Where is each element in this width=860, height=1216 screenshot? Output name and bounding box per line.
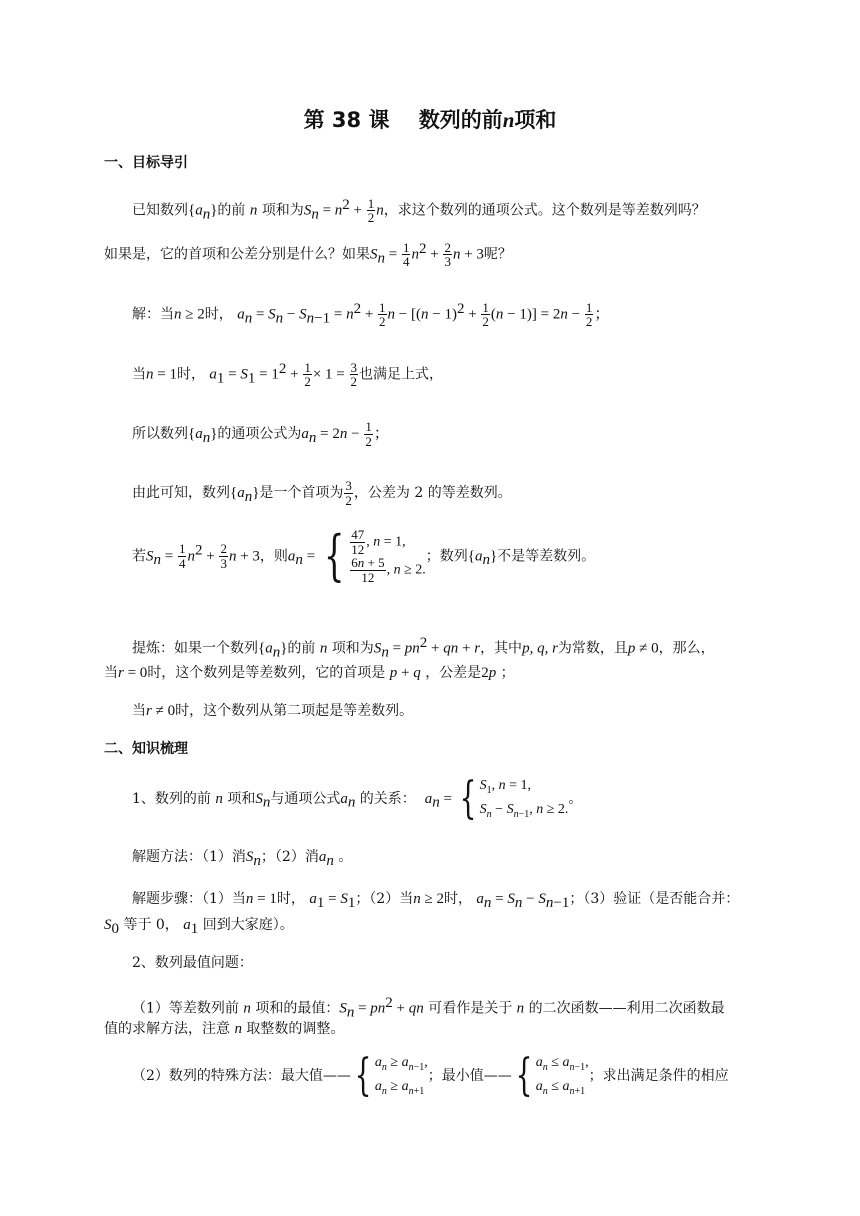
knowledge-line-2: 2、数列最值问题： (132, 955, 253, 971)
page-title: 第 38 课 数列的前n项和 (303, 108, 557, 132)
section-heading-goals: 一、目标导引 (104, 155, 188, 171)
extremum-line-2: 值的求解方法，注意 n 取整数的调整。 (104, 1021, 345, 1037)
method-line: 解题方法：（1）消$S_n$；（2）消$a_n$ 。 (132, 849, 353, 869)
summary-line-2: 当r = 0时，这个数列是等差数列，它的首项是 p + q ，公差是2p ； (104, 665, 515, 681)
extremum-line-3: （2）数列的特殊方法：最大值——{ $a_n \ge a_{n-1}$, $a_n \ge a_{n+1}$ ；最小值——{ $a_n \le a_{n-1}$, $a_n \le a_{n+1}$ ；求出满足条件的相应 (132, 1049, 729, 1101)
problem-line-1: 已知数列$\{a_n\}$的前 n 项和为$S_n = n^2$ + $\frac{1}{2}$ n，求这个数列的通项公式。这个数列是等差数列吗？ (132, 195, 706, 226)
extremum-line-1: （1）等差数列前 n 项和的最值：$S_n = pn^2$ + qn 可看作是关于 n 的二次函数——利用二次函数最 (132, 995, 725, 1021)
solution-line-1: 解：当n ≥ 2时， $a_n = S_n - S_{n-1} = n^2$ + $\frac{1}{2}$ $n - [(n - 1)^2$ + $\frac{1}{2}$ (n − 1)] = 2n − $\frac{1}{2}$ ； (132, 299, 610, 330)
summary-line-1: 提炼：如果一个数列$\{a_n\}$的前 n 项和为$S_n = pn^2$ + qn + r，其中p, q, r为常数，且p ≠ 0，那么， (132, 635, 715, 661)
knowledge-line-1: 1、数列的前 n 项和$S_n$与通项公式$a_n$ 的关系： $a_n$ = { $S_1$, n = 1, $S_n - S_{n-1}$, n ≥ 2. 。 (132, 772, 583, 824)
section-heading-knowledge: 二、知识梳理 (104, 741, 188, 757)
solution-line-4: 由此可知，数列$\{a_n\}$是一个首项为 $\frac{3}{2}$ ，公差为 2 的等差数列。 (132, 478, 512, 508)
solution-line-3: 所以数列$\{a_n\}$的通项公式为$a_n = 2n$ − $\frac{1}{2}$ ； (132, 419, 389, 449)
solution-line-2: 当n = 1时， $a_1 = S_1 = 1^2$ + $\frac{1}{2}$ × 1 = $\frac{3}{2}$ 也满足上式， (132, 359, 443, 390)
problem-line-2: 如果是，它的首项和公差分别是什么？如果$S_n$ = $\frac{1}{4}$ $n^2$ + $\frac{2}{3}$ n + 3呢？ (104, 239, 512, 270)
steps-line-1: 解题步骤：（1）当n = 1时， $a_1 = S_1$；（2）当n ≥ 2时， $a_n = S_n - S_{n-1}$；（3）验证（是否能合并： (132, 891, 740, 911)
summary-line-3: 当r ≠ 0时，这个数列从第二项起是等差数列。 (132, 703, 414, 719)
solution-line-5: 若$S_n$ = $\frac{1}{4}$ $n^2$ + $\frac{2}{3}$ n + 3，则$a_n$ = { $\frac{47}{12}$ , n = 1, $\frac{6n + 5}{12}$ , n ≥ 2. ；数列$\{a_n\}$不是等差数列。 (132, 524, 596, 588)
steps-line-2: $S_0$ 等于 0， $a_1$ 回到大家庭）。 (104, 917, 294, 937)
